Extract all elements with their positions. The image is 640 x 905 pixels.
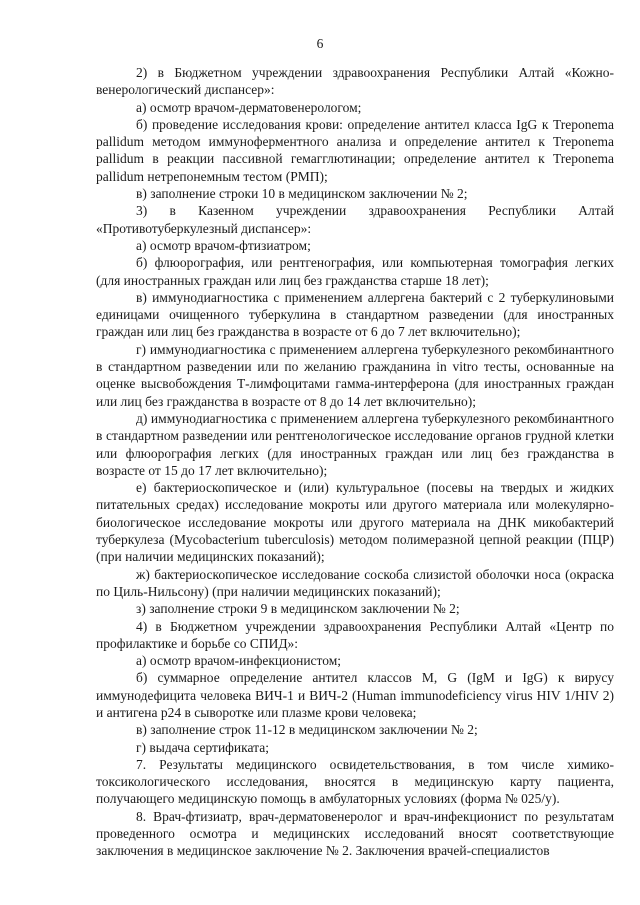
paragraph-subitem-v: в) заполнение строки 10 в медицинском заключении № 2;	[136, 186, 468, 202]
paragraph-subitem-b: б) суммарное определение антител классов M, G (IgM и IgG) к вирусу иммунодефицита человека ВИЧ-1 и ВИЧ-2 (Human immunodeficiency virus HIV 1/HIV 2) и антигена p24 в сыворотке или плазме крови человека;	[96, 670, 614, 720]
paragraph-subitem-a: а) осмотр врачом-фтизиатром;	[136, 237, 311, 253]
paragraph-subitem-d: д) иммунодиагностика с применением аллергена туберкулезного рекомбинантного в стандартном разведении или рентгенологическое исследование органов грудной клетки или флюорография легких (для иностранных граждан или лиц без гражданства в возрасте от 15 до 17 лет включительно);	[96, 410, 614, 478]
paragraph-subitem-g: г) выдача сертификата;	[136, 739, 269, 755]
page-number: 6	[316, 36, 324, 51]
paragraph-item-2: 2) в Бюджетном учреждении здравоохранения Республики Алтай «Кожно-венерологический диспансер»:	[96, 65, 614, 98]
paragraph-clause-8: 8. Врач-фтизиатр, врач-дерматовенеролог и врач-инфекционист по результатам проведенного осмотра и медицинских исследований вносят соответствующие заключения в медицинское заключение № 2. Заключения врачей-специалистов	[96, 808, 614, 859]
paragraph-subitem-a: а) осмотр врачом-инфекционистом;	[136, 653, 342, 669]
paragraph-subitem-v: в) заполнение строк 11-12 в медицинском заключении № 2;	[136, 722, 478, 738]
paragraph-subitem-a: а) осмотр врачом-дерматовенерологом;	[136, 99, 362, 115]
paragraph-subitem-zh: ж) бактериоскопическое исследование соскоба слизистой оболочки носа (окраска по Циль-Нильсону) (при наличии медицинских показаний);	[96, 566, 614, 599]
paragraph-item-4: 4) в Бюджетном учреждении здравоохранения Республики Алтай «Центр по профилактике и борьбе со СПИД»:	[96, 618, 614, 651]
document-body	[96, 64, 614, 860]
paragraph-clause-7: 7. Результаты медицинского освидетельствования, в том числе химико-токсикологического исследования, вносятся в медицинскую карту пациента, получающего медицинскую помощь в амбулаторных условиях (форма № 025/у).	[96, 756, 614, 807]
paragraph-subitem-b: б) проведение исследования крови: определение антител класса IgG к Treponema pallidum методом иммуноферментного анализа и определение антител к Treponema pallidum в реакции пассивной гемагглютинации; определение антител к Treponema pallidum нетрепонемным тестом (РМП);	[96, 116, 614, 184]
paragraph-item-3: 3) в Казенном учреждении здравоохранения Республики Алтай «Противотуберкулезный диспансер»:	[96, 203, 614, 236]
paragraph-subitem-z: з) заполнение строки 9 в медицинском заключении № 2;	[136, 601, 460, 617]
paragraph-subitem-b: б) флюорография, или рентгенография, или компьютерная томография легких (для иностранных граждан или лиц без гражданства старше 18 лет);	[96, 255, 614, 288]
paragraph-subitem-e: е) бактериоскопическое и (или) культуральное (посевы на твердых и жидких питательных средах) исследование мокроты или другого материала или молекулярно-биологическое исследование мокроты или другого материала на ДНК микобактерий туберкулеза (Mycobacterium tuberculosis) методом полимеразной цепной реакции (ПЦР) (при наличии медицинских показаний);	[96, 480, 614, 565]
paragraph-subitem-v: в) иммунодиагностика с применением аллергена бактерий с 2 туберкулиновыми единицами очищенного туберкулина в стандартном разведении (для иностранных граждан или лиц без гражданства в возрасте от 6 до 7 лет включительно);	[96, 289, 614, 340]
paragraph-subitem-g: г) иммунодиагностика с применением аллергена туберкулезного рекомбинантного в стандартном разведении или по желанию гражданина in vitro тесты, основанные на оценке высвобождения Т-лимфоцитами гамма-интерферона (для иностранных граждан или лиц без гражданства в возрасте от 8 до 14 лет включительно);	[96, 341, 614, 409]
